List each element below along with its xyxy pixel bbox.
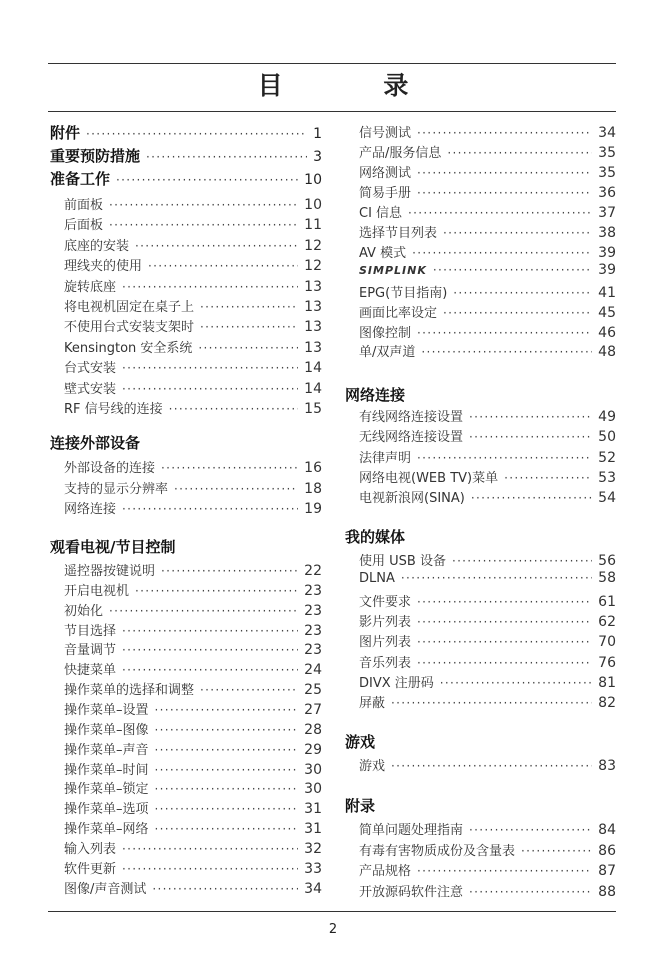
toc-entry[interactable] xyxy=(50,378,322,397)
toc-entry-label: 不使用台式安装支架时 xyxy=(64,320,195,336)
toc-entry-label: 法律声明 xyxy=(359,450,412,466)
section-heading: 我的媒体 xyxy=(345,528,406,546)
toc-entry-label: 屏蔽 xyxy=(359,696,386,712)
toc-entry[interactable] xyxy=(345,262,616,278)
toc-entry-label: 游戏 xyxy=(359,759,386,774)
toc-entry-page: 1 xyxy=(313,126,322,142)
toc-entry-label: 操作菜单的选择和调整 xyxy=(64,683,195,699)
toc-entry-label: 简易手册 xyxy=(359,185,412,201)
toc-entry[interactable] xyxy=(345,162,616,181)
toc-entry[interactable] xyxy=(50,759,322,778)
toc-entry[interactable] xyxy=(345,242,616,261)
toc-entry-label: 影片列表 xyxy=(359,615,412,631)
dot-leader xyxy=(471,491,592,505)
toc-entry-page: 13 xyxy=(304,319,322,336)
toc-entry[interactable] xyxy=(50,398,322,417)
toc-entry-page: 31 xyxy=(304,801,322,818)
toc-entry[interactable] xyxy=(50,214,322,233)
toc-entry-page: 12 xyxy=(304,237,322,254)
toc-entry[interactable] xyxy=(345,406,616,425)
toc-entry-label: 图像/声音测试 xyxy=(64,881,147,897)
toc-entry[interactable] xyxy=(50,168,322,189)
dot-leader xyxy=(152,882,298,896)
toc-entry-page: 84 xyxy=(598,822,616,838)
toc-entry[interactable] xyxy=(50,659,322,678)
toc-entry[interactable] xyxy=(50,316,322,335)
toc-entry[interactable] xyxy=(345,487,616,506)
toc-entry-page: 12 xyxy=(304,258,322,275)
toc-entry[interactable] xyxy=(50,798,322,817)
toc-entry[interactable] xyxy=(50,858,322,877)
toc-entry-label: 无线网络连接设置 xyxy=(359,430,464,446)
toc-entry-label: 操作菜单–图像 xyxy=(64,722,149,738)
toc-entry-label: EPG(节目指南) xyxy=(359,285,448,301)
toc-entry-label: 理线夹的使用 xyxy=(64,259,143,275)
toc-entry-page: 54 xyxy=(598,490,616,507)
toc-entry-page: 23 xyxy=(304,582,322,599)
toc-entry-label: 网络电视(WEB TV)菜单 xyxy=(359,470,499,486)
toc-entry-page: 25 xyxy=(304,682,322,699)
dot-leader xyxy=(433,263,592,277)
dot-leader xyxy=(135,584,298,598)
dot-leader xyxy=(417,326,592,340)
toc-entry-label: 台式安装 xyxy=(64,361,117,377)
toc-entry-label: DLNA xyxy=(359,571,395,587)
toc-entry-label: 前面板 xyxy=(64,198,104,213)
toc-entry-page: 23 xyxy=(304,602,322,619)
toc-entry-label: 简单问题处理指南 xyxy=(359,823,464,838)
toc-entry-page: 58 xyxy=(598,570,616,587)
toc-entry[interactable] xyxy=(50,498,322,517)
toc-entry-page: 15 xyxy=(304,401,322,417)
toc-entry[interactable] xyxy=(50,639,322,658)
section-heading: 附录 xyxy=(345,797,376,815)
toc-entry-page: 13 xyxy=(304,299,322,315)
toc-entry[interactable] xyxy=(345,591,616,610)
toc-entry[interactable] xyxy=(50,620,322,639)
toc-entry-label: AV 模式 xyxy=(359,245,407,261)
toc-entry-label: CI 信息 xyxy=(359,205,403,221)
toc-entry[interactable] xyxy=(50,818,322,837)
dot-leader xyxy=(401,571,592,585)
toc-entry[interactable] xyxy=(50,719,322,738)
toc-entry[interactable] xyxy=(345,122,616,141)
dot-leader xyxy=(161,461,298,475)
toc-entry-page: 45 xyxy=(598,304,616,321)
toc-entry[interactable] xyxy=(50,600,322,619)
toc-entry-page: 33 xyxy=(304,860,322,877)
toc-entry-page: 39 xyxy=(598,244,616,261)
toc-entry[interactable] xyxy=(345,322,616,341)
toc-entry-label: 音量调节 xyxy=(64,643,117,659)
toc-entry[interactable] xyxy=(50,679,322,698)
toc-entry-label: 重要预防措施 xyxy=(50,147,141,165)
dot-leader xyxy=(122,643,298,657)
toc-entry-page: 31 xyxy=(304,821,322,838)
toc-entry-label: 后面板 xyxy=(64,218,104,234)
toc-entry-page: 38 xyxy=(598,224,616,241)
dot-leader xyxy=(109,604,298,618)
dot-leader xyxy=(122,663,298,677)
toc-entry-page: 56 xyxy=(598,553,616,569)
dot-leader xyxy=(155,822,299,836)
toc-entry-label: 输入列表 xyxy=(64,841,117,857)
toc-entry-page: 34 xyxy=(598,125,616,141)
toc-entry-page: 62 xyxy=(598,614,616,631)
page-number: 2 xyxy=(328,922,338,937)
toc-entry-label: 操作菜单–时间 xyxy=(64,762,149,778)
toc-entry-page: 52 xyxy=(598,449,616,466)
toc-entry-label: 快捷菜单 xyxy=(64,663,117,679)
toc-entry[interactable] xyxy=(345,302,616,321)
dot-leader xyxy=(148,259,298,273)
toc-entry[interactable] xyxy=(345,755,616,774)
dot-leader xyxy=(391,759,592,773)
toc-entry-label: 画面比率设定 xyxy=(359,305,438,321)
dot-leader xyxy=(417,126,592,140)
dot-leader xyxy=(122,624,298,638)
dot-leader xyxy=(155,763,299,777)
bottom-rule xyxy=(48,911,616,912)
toc-entry-label: 开放源码软件注意 xyxy=(359,884,464,900)
section-heading: 游戏 xyxy=(345,733,376,751)
toc-entry-page: 41 xyxy=(598,284,616,301)
dot-leader xyxy=(469,823,592,837)
toc-entry-page: 14 xyxy=(304,360,322,377)
dot-leader xyxy=(469,885,592,899)
toc-entry[interactable] xyxy=(50,235,322,254)
dot-leader xyxy=(412,246,592,260)
toc-entry[interactable] xyxy=(50,878,322,897)
toc-entry-page: 81 xyxy=(598,675,616,692)
toc-entry[interactable] xyxy=(345,550,616,569)
section-heading: 网络连接 xyxy=(345,386,406,404)
toc-entry-page: 88 xyxy=(598,883,616,900)
dot-leader xyxy=(469,430,592,444)
toc-entry-page: 70 xyxy=(598,634,616,651)
toc-entry-label: 旋转底座 xyxy=(64,279,117,295)
dot-leader xyxy=(443,306,592,320)
dot-leader xyxy=(447,146,592,160)
dot-leader xyxy=(452,554,592,568)
page-title: 目 录 xyxy=(257,71,455,100)
toc-entry-page: 87 xyxy=(598,863,616,879)
toc-entry-label: 电视新浪网(SINA) xyxy=(359,491,465,507)
toc-entry-label: 操作菜单–网络 xyxy=(64,822,149,838)
dot-leader xyxy=(200,683,298,697)
toc-entry-label: 支持的显示分辨率 xyxy=(64,481,169,497)
toc-entry[interactable] xyxy=(50,838,322,857)
toc-entry-label: 操作菜单–声音 xyxy=(64,742,149,758)
dot-leader xyxy=(200,300,298,314)
toc-entry-page: 53 xyxy=(598,469,616,486)
toc-entry-page: 19 xyxy=(304,501,322,517)
toc-entry-page: 29 xyxy=(304,741,322,758)
toc-entry[interactable] xyxy=(345,447,616,466)
toc-entry-label: RF 信号线的连接 xyxy=(64,402,163,417)
dot-leader xyxy=(417,615,592,629)
toc-entry-page: 24 xyxy=(304,662,322,679)
dot-leader xyxy=(122,862,298,876)
dot-leader xyxy=(135,239,298,253)
toc-entry-label: 有毒有害物质成份及含量表 xyxy=(359,843,516,859)
toc-entry-page: 10 xyxy=(304,197,322,213)
toc-entry-page: 14 xyxy=(304,380,322,397)
toc-entry[interactable] xyxy=(345,672,616,691)
toc-entry[interactable] xyxy=(345,611,616,630)
toc-entry[interactable] xyxy=(345,819,616,838)
toc-entry-label: 操作菜单–设置 xyxy=(64,702,149,718)
dot-leader xyxy=(116,173,298,187)
dot-leader xyxy=(417,186,592,200)
toc-entry-page: 49 xyxy=(598,409,616,425)
toc-entry-label: 准备工作 xyxy=(50,170,111,188)
dot-leader xyxy=(421,345,592,359)
dot-leader xyxy=(155,703,299,717)
toc-entry-page: 22 xyxy=(304,563,322,579)
dot-leader xyxy=(440,676,592,690)
dot-leader xyxy=(391,696,592,710)
toc-entry-page: 39 xyxy=(598,261,616,278)
toc-entry-page: 35 xyxy=(598,164,616,181)
dot-leader xyxy=(198,341,298,355)
toc-entry-label: 网络测试 xyxy=(359,165,412,181)
toc-entry-label: 有线网络连接设置 xyxy=(359,410,464,425)
dot-leader xyxy=(417,595,592,609)
toc-entry-page: 16 xyxy=(304,460,322,476)
toc-entry-label: 附件 xyxy=(50,124,81,142)
toc-entry-label: 外部设备的连接 xyxy=(64,461,156,476)
toc-left-column xyxy=(50,0,322,973)
toc-entry-page: 3 xyxy=(313,149,322,165)
toc-entry-label: 初始化 xyxy=(64,603,104,619)
dot-leader xyxy=(443,226,592,240)
toc-entry-label: 开启电视机 xyxy=(64,583,130,599)
toc-entry-label: 软件更新 xyxy=(64,861,117,877)
toc-entry-page: 30 xyxy=(304,781,322,798)
toc-entry[interactable] xyxy=(345,182,616,201)
toc-entry-label: 使用 USB 设备 xyxy=(359,554,446,569)
toc-entry-label: 单/双声道 xyxy=(359,345,416,361)
toc-entry-page: 13 xyxy=(304,339,322,356)
toc-entry[interactable] xyxy=(50,699,322,718)
toc-entry-page: 23 xyxy=(304,622,322,639)
toc-entry-label: 产品/服务信息 xyxy=(359,145,442,161)
toc-entry-label: 产品规格 xyxy=(359,864,412,879)
toc-entry[interactable] xyxy=(50,122,322,143)
dot-leader xyxy=(174,482,298,496)
dot-leader xyxy=(417,864,592,878)
toc-entry-page: 82 xyxy=(598,695,616,712)
toc-entry-page: 28 xyxy=(304,721,322,738)
dot-leader xyxy=(155,743,299,757)
dot-leader xyxy=(453,286,592,300)
toc-entry-page: 30 xyxy=(304,761,322,778)
toc-entry-label: 壁式安装 xyxy=(64,381,117,397)
toc-entry-label: 信号测试 xyxy=(359,126,412,141)
toc-entry-page: 13 xyxy=(304,278,322,295)
toc-entry[interactable] xyxy=(345,341,616,360)
dot-leader xyxy=(417,451,592,465)
toc-entry[interactable] xyxy=(50,560,322,579)
toc-entry[interactable] xyxy=(50,145,322,166)
dot-leader xyxy=(122,842,298,856)
toc-entry[interactable] xyxy=(345,467,616,486)
toc-entry-label: 节目选择 xyxy=(64,623,117,639)
dot-leader xyxy=(122,502,298,516)
toc-entry[interactable] xyxy=(345,282,616,301)
toc-entry-label: SIMPLINK xyxy=(359,263,427,277)
toc-entry[interactable] xyxy=(50,357,322,376)
dot-leader xyxy=(521,844,592,858)
dot-leader xyxy=(122,382,298,396)
toc-entry[interactable] xyxy=(50,478,322,497)
toc-entry[interactable] xyxy=(345,860,616,879)
toc-entry-label: 音乐列表 xyxy=(359,655,412,671)
dot-leader xyxy=(109,198,298,212)
toc-entry[interactable] xyxy=(50,337,322,356)
toc-entry-label: 操作菜单–锁定 xyxy=(64,782,149,798)
toc-entry-label: 底座的安装 xyxy=(64,238,130,254)
toc-entry-page: 83 xyxy=(598,758,616,774)
dot-leader xyxy=(155,802,299,816)
toc-entry[interactable] xyxy=(50,255,322,274)
dot-leader xyxy=(161,564,298,578)
toc-entry-page: 86 xyxy=(598,842,616,859)
section-heading: 观看电视/节目控制 xyxy=(50,538,176,556)
dot-leader xyxy=(408,206,592,220)
toc-entry-page: 10 xyxy=(304,172,322,188)
dot-leader xyxy=(146,150,307,164)
section-heading: 连接外部设备 xyxy=(50,434,141,452)
toc-entry[interactable] xyxy=(50,778,322,797)
toc-entry[interactable] xyxy=(345,692,616,711)
toc-entry[interactable] xyxy=(345,881,616,900)
dot-leader xyxy=(417,166,592,180)
toc-entry-page: 36 xyxy=(598,184,616,201)
toc-entry-page: 46 xyxy=(598,324,616,341)
toc-entry-page: 32 xyxy=(304,840,322,857)
toc-entry-label: 选择节目列表 xyxy=(359,225,438,241)
toc-entry[interactable] xyxy=(345,570,616,586)
toc-entry[interactable] xyxy=(345,426,616,445)
toc-right-column xyxy=(345,0,616,973)
toc-entry[interactable] xyxy=(50,276,322,295)
toc-entry-label: 操作菜单–选项 xyxy=(64,802,149,818)
dot-leader xyxy=(86,127,307,141)
dot-leader xyxy=(109,218,298,232)
toc-entry-label: 文件要求 xyxy=(359,594,412,610)
toc-entry[interactable] xyxy=(345,202,616,221)
toc-entry[interactable] xyxy=(345,631,616,650)
toc-entry-label: 网络连接 xyxy=(64,502,117,517)
dot-leader xyxy=(417,635,592,649)
toc-entry-page: 34 xyxy=(304,880,322,897)
dot-leader xyxy=(155,782,299,796)
toc-entry-page: 18 xyxy=(304,480,322,497)
toc-entry-label: 将电视机固定在桌子上 xyxy=(64,300,195,315)
dot-leader xyxy=(169,402,299,416)
toc-entry-page: 27 xyxy=(304,701,322,718)
toc-entry[interactable] xyxy=(345,652,616,671)
toc-entry-label: DIVX 注册码 xyxy=(359,676,434,692)
dot-leader xyxy=(417,656,592,670)
dot-leader xyxy=(469,410,592,424)
toc-entry[interactable] xyxy=(50,194,322,213)
toc-entry-page: 23 xyxy=(304,642,322,659)
toc-entry[interactable] xyxy=(345,222,616,241)
dot-leader xyxy=(122,361,298,375)
toc-entry-page: 76 xyxy=(598,654,616,671)
toc-entry[interactable] xyxy=(345,840,616,859)
toc-entry-label: 图像控制 xyxy=(359,325,412,341)
toc-entry-label: 图片列表 xyxy=(359,635,412,651)
toc-entry-page: 50 xyxy=(598,429,616,446)
toc-entry-label: 遥控器按键说明 xyxy=(64,564,156,579)
toc-entry[interactable] xyxy=(50,296,322,315)
toc-entry-page: 61 xyxy=(598,593,616,610)
toc-entry-page: 48 xyxy=(598,344,616,361)
toc-entry[interactable] xyxy=(345,142,616,161)
dot-leader xyxy=(155,723,299,737)
toc-entry[interactable] xyxy=(50,457,322,476)
toc-entry[interactable] xyxy=(50,739,322,758)
toc-entry-page: 35 xyxy=(598,144,616,161)
toc-entry[interactable] xyxy=(50,580,322,599)
dot-leader xyxy=(200,320,298,334)
toc-entry-label: Kensington 安全系统 xyxy=(64,340,193,356)
toc-entry-page: 37 xyxy=(598,204,616,221)
toc-entry-page: 11 xyxy=(304,217,322,234)
dot-leader xyxy=(122,280,298,294)
dot-leader xyxy=(504,471,592,485)
